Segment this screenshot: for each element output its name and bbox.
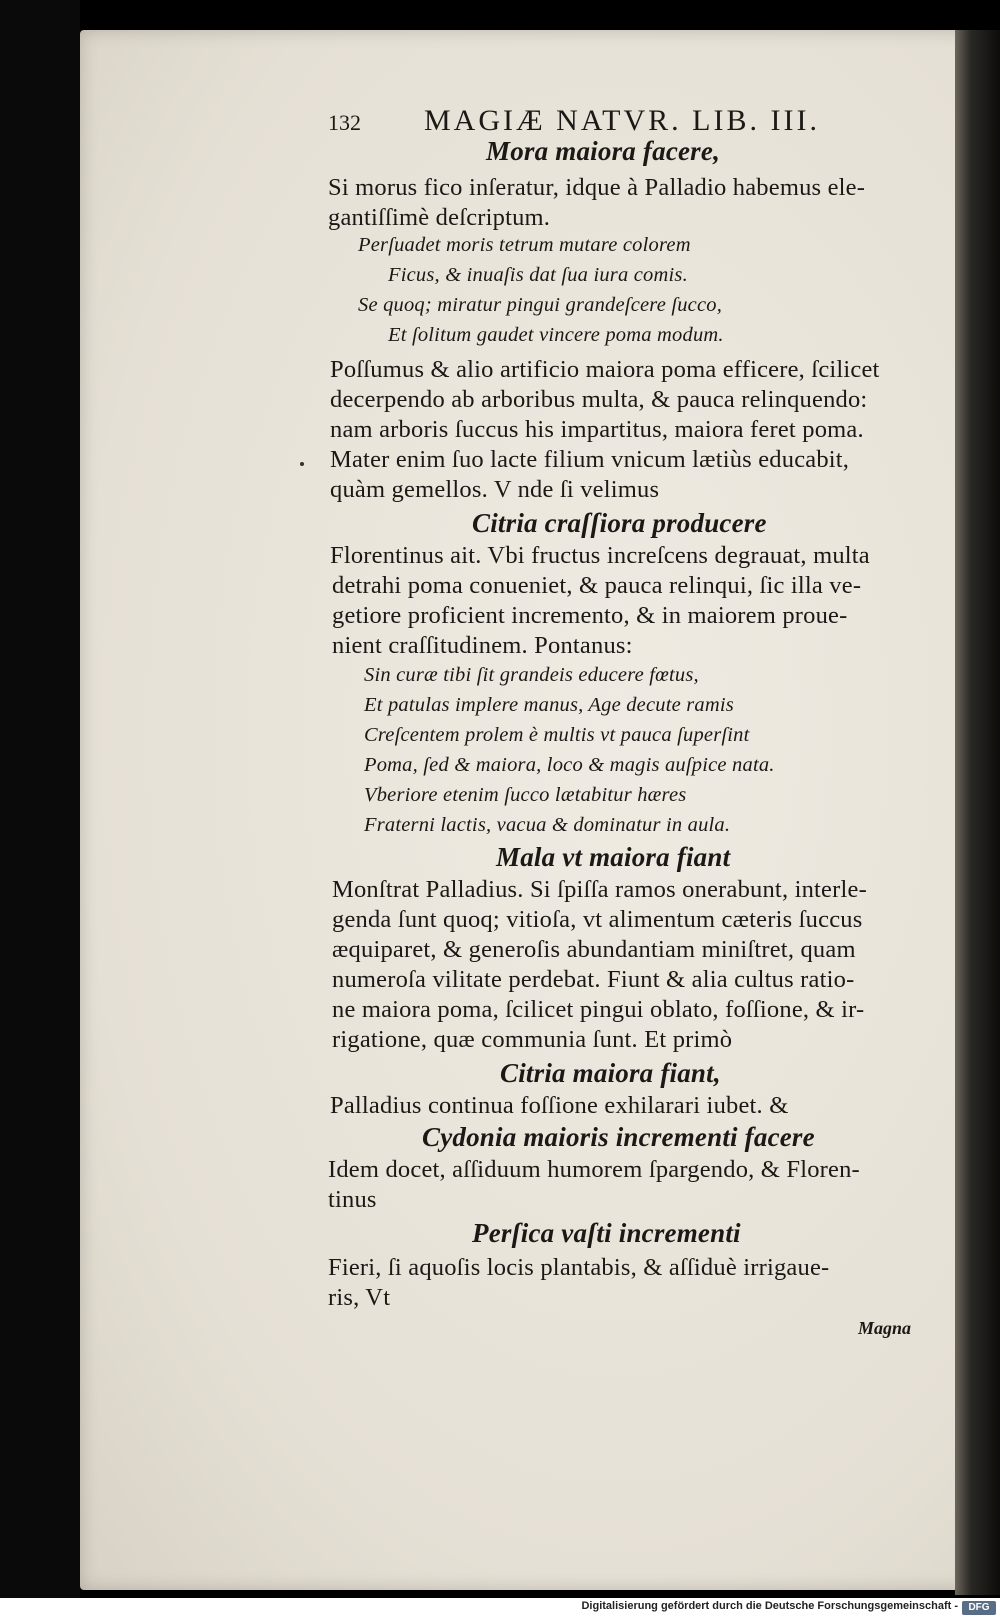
running-head <box>328 104 888 138</box>
section-heading: Perſica vaſti incrementi <box>472 1218 741 1248</box>
section-heading: Citria maiora fiant, <box>500 1058 721 1088</box>
running-title: MAGIÆ NATVR. LIB. III. <box>424 104 820 137</box>
text-line: Si morus fico inſeratur, idque à Palladio habemus ele- <box>328 174 866 201</box>
text-line: decerpendo ab arboribus multa, & pauca relinquendo: <box>330 386 868 413</box>
section-heading: Mala vt maiora fiant <box>496 842 731 872</box>
section-heading: Cydonia maioris incrementi facere <box>422 1122 815 1152</box>
verse-line: Sin curæ tibi ſit grandeis educere fœtus, <box>364 664 699 686</box>
text-line: Palladius continua foſſione exhilarari iubet. & <box>330 1092 789 1119</box>
catchword: Magna <box>858 1318 912 1338</box>
verse-line: Ficus, & inuaſis dat ſua iura comis. <box>388 264 688 286</box>
ink-speck <box>300 462 304 466</box>
book-edge <box>955 30 1000 1595</box>
text-line: nient craſſitudinem. Pontanus: <box>332 632 633 659</box>
text-line: Florentinus ait. Vbi fructus increſcens degrauat, multa <box>330 542 870 569</box>
digitization-credit: Digitalisierung gefördert durch die Deutsche Forschungsgemeinschaft - <box>581 1600 958 1612</box>
verse-line: Et patulas implere manus, Age decute ramis <box>364 694 734 716</box>
text-line: ne maiora poma, ſcilicet pingui oblato, foſſione, & ir- <box>332 996 865 1023</box>
section-heading: Mora maiora facere, <box>486 136 721 166</box>
verse-line: Perſuadet moris tetrum mutare colorem <box>358 234 691 256</box>
text-line: Idem docet, aſſiduum humorem ſpargendo, & Floren- <box>328 1156 860 1183</box>
text-line: genda ſunt quoq; vitioſa, vt alimentum cæteris ſuccus <box>332 906 863 933</box>
text-line: Mater enim ſuo lacte filium vnicum lætiùs educabit, <box>330 446 850 473</box>
text-line: tinus <box>328 1186 377 1213</box>
page-number: 132 <box>328 110 361 135</box>
verse-line: Creſcentem prolem è multis vt pauca ſuperſint <box>364 724 750 746</box>
text-line: rigatione, quæ communia ſunt. Et primò <box>332 1026 733 1053</box>
verse-line: Vberiore etenim ſucco lætabitur hæres <box>364 784 687 806</box>
text-line: getiore proficient incremento, & in maiorem proue- <box>332 602 848 629</box>
verse-line: Et ſolitum gaudet vincere poma modum. <box>388 324 724 346</box>
section-heading: Citria craſſiora producere <box>472 508 767 538</box>
text-line: numeroſa vilitate perdebat. Fiunt & alia cultus ratio- <box>332 966 855 993</box>
text-line: nam arboris ſuccus his impartitus, maiora feret poma. <box>330 416 864 443</box>
verse-line: Se quoq; miratur pingui grandeſcere ſucco, <box>358 294 723 316</box>
scan-background <box>0 0 80 1600</box>
text-line: detrahi poma conueniet, & pauca relinqui, ſic illa ve- <box>332 572 862 599</box>
verse-line: Fraterni lactis, vacua & dominatur in aula. <box>364 814 731 836</box>
text-line: quàm gemellos. V nde ſi velimus <box>330 476 660 503</box>
text-line: Monſtrat Palladius. Si ſpiſſa ramos onerabunt, interle- <box>332 876 867 903</box>
text-line: Poſſumus & alio artificio maiora poma efficere, ſcilicet <box>330 356 880 383</box>
dfg-logo: DFG <box>962 1601 996 1615</box>
text-line: gantiſſimè deſcriptum. <box>328 204 551 231</box>
text-line: æquiparet, & generoſis abundantiam miniſtret, quam <box>332 936 856 963</box>
text-line: Fieri, ſi aquoſis locis plantabis, & aſſiduè irrigaue- <box>328 1254 830 1281</box>
verse-line: Poma, ſed & maiora, loco & magis auſpice nata. <box>364 754 775 776</box>
text-line: ris, Vt <box>328 1284 391 1311</box>
